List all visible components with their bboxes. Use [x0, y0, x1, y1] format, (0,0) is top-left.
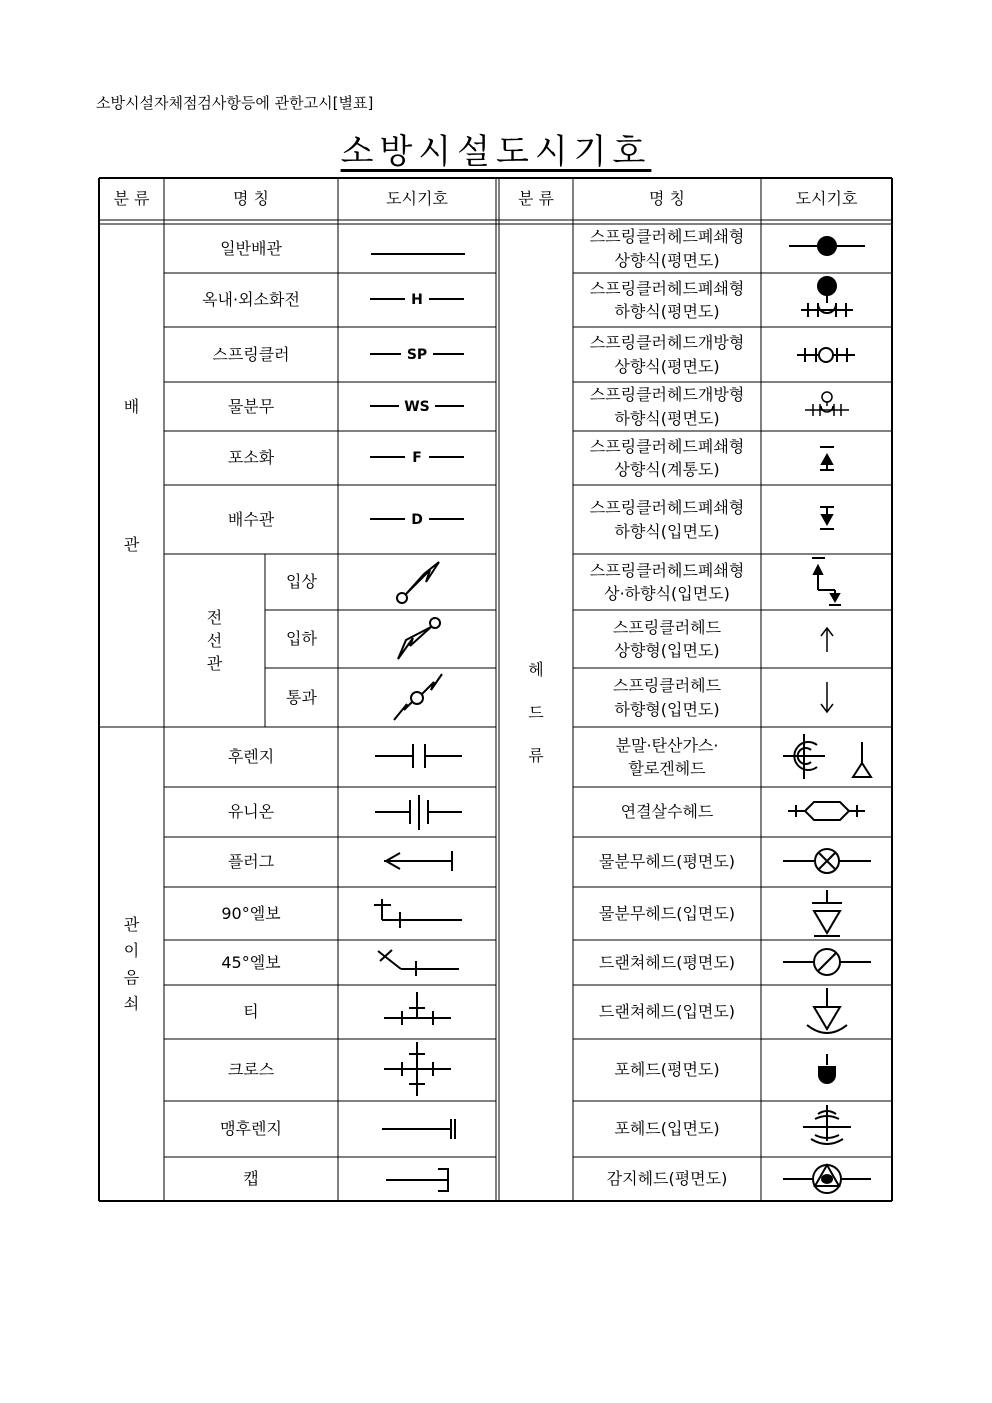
left-row-name: 90°엘보 [221, 903, 281, 923]
right-row-name [573, 1039, 761, 1101]
header-name-left: 명 칭 [233, 189, 269, 209]
pipe-label: F [412, 450, 422, 466]
name-line: 스프링클러헤드 [612, 676, 722, 696]
pipe-label: SP [406, 347, 428, 363]
right-row-name [573, 273, 761, 327]
right-row-name [573, 1101, 761, 1157]
closed-upright-pendent-elevation [761, 554, 892, 610]
vertical-char: 류 [528, 746, 544, 766]
right-row-name [573, 887, 761, 940]
name-line: 포헤드(입면도) [614, 1119, 720, 1139]
vertical-char: 음 [123, 967, 140, 987]
name-line: 물분무헤드(평면도) [598, 852, 736, 872]
right-row-name [573, 787, 761, 837]
blind-flange [338, 1101, 496, 1157]
closed-pendent-elevation [761, 485, 892, 554]
category-fitting [99, 727, 164, 1201]
name-line: 하향식(평면도) [614, 408, 720, 428]
conduit-drop [338, 610, 496, 668]
name-line: 포헤드(평면도) [614, 1060, 720, 1080]
right-row-name [573, 837, 761, 887]
symbol-table [98, 177, 893, 1202]
pipe-label: H [411, 292, 423, 308]
foam-pipe-f [338, 431, 496, 485]
plain-pipe-line [338, 224, 496, 273]
name-line: 하향형(입면도) [614, 699, 720, 719]
closed-upright-plan [761, 224, 892, 273]
header-symbol-left: 도시기호 [386, 189, 448, 209]
vertical-char: 이 [123, 941, 140, 961]
name-line: 할로겐헤드 [628, 759, 706, 778]
name-line: 스프링클러헤드개방형 [589, 333, 745, 353]
name-line: 스프링클러헤드폐쇄형 [589, 560, 745, 580]
left-row-name: 물분무 [227, 396, 275, 416]
open-pendent-plan [761, 382, 892, 431]
name-line: 스프링클러헤드 [612, 617, 722, 637]
vertical-char: 관 [206, 654, 223, 674]
vertical-char: 드 [528, 702, 544, 722]
right-row-name [573, 224, 761, 273]
elbow-90 [338, 887, 496, 940]
category-pipe [99, 224, 164, 727]
drain-pipe-d [338, 485, 496, 554]
water-spray-head-elevation [761, 887, 892, 940]
vertical-char: 선 [206, 630, 223, 650]
left-row-name: 스프링클러 [212, 344, 290, 364]
vertical-char: 헤 [528, 659, 544, 679]
closed-pendent-plan [761, 273, 892, 327]
name-line: 드랜쳐헤드(입면도) [598, 1002, 736, 1022]
upright-elevation-arrow [761, 610, 892, 668]
name-line: 물분무헤드(입면도) [598, 903, 736, 923]
cap [338, 1157, 496, 1201]
cross [338, 1039, 496, 1101]
vertical-char: 관 [123, 535, 140, 554]
name-line: 스프링클러헤드폐쇄형 [589, 498, 745, 518]
drencher-head-plan [761, 940, 892, 985]
right-row-name [573, 1157, 761, 1201]
hydrant-pipe-h [338, 273, 496, 327]
left-row-name: 입상 [286, 572, 317, 592]
right-row-name [573, 610, 761, 668]
name-line: 드랜쳐헤드(평면도) [598, 952, 736, 972]
header-category-left: 분 류 [113, 189, 150, 209]
right-row-name [573, 485, 761, 554]
name-line: 분말·탄산가스· [615, 735, 719, 755]
left-row-name: 옥내·외소화전 [202, 290, 300, 310]
name-line: 상향식(계통도) [614, 460, 720, 479]
left-row-name: 통과 [286, 687, 317, 707]
open-upright-plan [761, 327, 892, 382]
left-row-name: 입하 [286, 629, 317, 649]
left-row-name: 크로스 [227, 1060, 275, 1080]
header-symbol-right: 도시기호 [795, 189, 858, 209]
detector-head-plan [761, 1157, 892, 1201]
right-row-name [573, 668, 761, 727]
right-row-name [573, 382, 761, 431]
name-line: 상향식(평면도) [614, 250, 720, 270]
flange [338, 727, 496, 787]
left-row-name: 45°엘보 [221, 952, 281, 972]
name-line: 스프링클러헤드폐쇄형 [589, 436, 745, 456]
name-line: 스프링클러헤드폐쇄형 [589, 227, 745, 247]
left-row-name: 캡 [243, 1169, 259, 1189]
name-line: 하향식(평면도) [614, 302, 720, 321]
closed-upright-system [761, 431, 892, 485]
sprinkler-pipe-sp [338, 327, 496, 382]
left-row-name: 일반배관 [220, 238, 282, 258]
pipe-label: D [411, 512, 423, 528]
document-header: 소방시설자체점검사항등에 관한고시[별표] [96, 94, 374, 112]
conduit-through [338, 668, 496, 727]
right-row-name [573, 940, 761, 985]
left-row-name: 후렌지 [227, 747, 275, 767]
drencher-head-elevation [761, 985, 892, 1039]
vertical-char: 전 [206, 607, 223, 627]
left-row-name: 배수관 [227, 509, 275, 529]
right-row-name [573, 554, 761, 610]
name-line: 상향식(평면도) [614, 356, 720, 376]
left-row-name: 맹후렌지 [220, 1119, 282, 1139]
connected-sprinkler-head [761, 787, 892, 837]
category-head [499, 224, 573, 1201]
tee [338, 985, 496, 1039]
right-row-name [573, 327, 761, 382]
right-row-name [573, 431, 761, 485]
pendent-elevation-arrow [761, 668, 892, 727]
right-row-name [573, 727, 761, 787]
elbow-45 [338, 940, 496, 985]
header-name-right: 명 칭 [649, 189, 685, 209]
page-title: 소방시설도시기호 [340, 132, 652, 172]
name-line: 스프링클러헤드개방형 [589, 385, 745, 405]
left-row-name: 플러그 [227, 852, 275, 872]
name-line: 연결살수헤드 [620, 802, 714, 822]
name-line: 상·하향식(입면도) [604, 584, 730, 603]
name-line: 하향식(입면도) [614, 521, 720, 541]
powder-co2-halon-head [761, 727, 892, 787]
vertical-char: 쇠 [123, 993, 140, 1013]
vertical-char: 배 [123, 396, 140, 416]
pipe-label: WS [404, 399, 430, 415]
foam-head-plan [761, 1039, 892, 1101]
plug [338, 837, 496, 887]
left-row-name: 포소화 [227, 448, 275, 468]
name-line: 감지헤드(평면도) [606, 1169, 728, 1189]
union [338, 787, 496, 837]
foam-head-elevation [761, 1101, 892, 1157]
name-line: 상향형(입면도) [614, 641, 720, 660]
right-row-name [573, 985, 761, 1039]
conduit-riser [338, 554, 496, 610]
left-row-name: 유니온 [227, 802, 275, 822]
name-line: 스프링클러헤드폐쇄형 [589, 278, 745, 298]
vertical-char: 관 [123, 915, 140, 935]
water-spray-pipe-ws [338, 382, 496, 431]
left-row-name: 티 [243, 1002, 259, 1022]
category-conduit [164, 554, 265, 727]
water-spray-head-plan [761, 837, 892, 887]
header-category-right: 분 류 [518, 189, 554, 209]
